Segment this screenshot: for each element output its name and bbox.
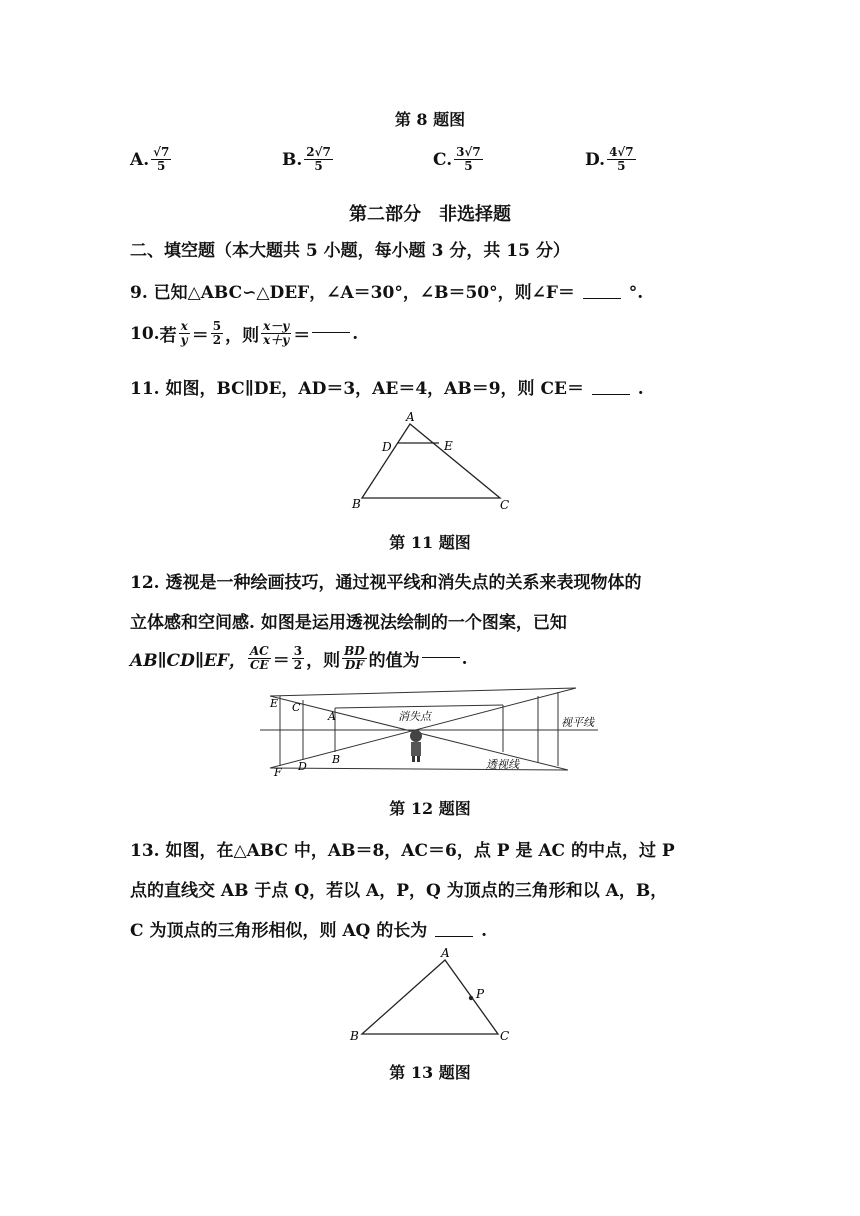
fig13-label-p: P [476, 987, 485, 1001]
question-13-line3 [130, 916, 860, 941]
fig12-diag-up [270, 688, 576, 768]
fig12-label-b: B [332, 753, 341, 766]
fig11-label-c: C [500, 498, 510, 512]
fig12-label-d: D [298, 760, 307, 773]
figure-12 [258, 686, 604, 778]
choice-d[interactable] [585, 146, 638, 173]
choice-c-fraction: $\frac{3√7}{5}$ [456, 145, 481, 173]
fig11-label-d: D [382, 440, 392, 454]
fig11-caption: 第 11 题图 [389, 533, 471, 552]
question-12-line1: 12. 透视是一种绘画技巧，通过视平线和消失点的关系来表现物体的 [130, 573, 642, 593]
q10-answer-blank[interactable] [312, 331, 350, 333]
q12-mid: ，则 [306, 651, 341, 671]
fig12-label-f: F [274, 766, 282, 778]
q9-answer-blank[interactable] [583, 297, 621, 299]
fig12-horizon-label: 视平线 [561, 716, 594, 729]
choice-c[interactable] [433, 146, 485, 173]
question-13-line2: 点的直线交 AB 于点 Q，若以 A，P，Q 为顶点的三角形和以 A，B， [130, 881, 668, 901]
fig12-person-icon [410, 730, 422, 762]
question-12-line2: 立体感和空间感. 如图是运用透视法绘制的一个图案，已知 [130, 613, 567, 633]
fig13-point-p [469, 996, 473, 1000]
choice-b-fraction: $\frac{2√7}{5}$ [306, 145, 331, 173]
fig12-label-e: E [270, 697, 279, 710]
q13-text: C 为顶点的三角形相似，则 AQ 的长为 [130, 921, 428, 941]
q12-tail: 的值为 [368, 651, 420, 671]
question-10 [130, 320, 860, 347]
q10-prefix: 若 [159, 326, 177, 346]
figure-11 [340, 408, 530, 518]
fig11-triangle-abc [362, 424, 500, 498]
q10-fraction-target: $\frac{x-y}{x+y}$ [263, 319, 290, 347]
fig12-top-left-line [270, 688, 576, 696]
choice-a-fraction: $\frac{√7}{5}$ [153, 145, 170, 173]
part2-title: 第二部分 非选择题 [349, 204, 511, 225]
q13-suffix: . [481, 921, 488, 941]
fig12-label-c: C [292, 701, 301, 714]
choice-c-letter: C. [433, 149, 453, 170]
fig12-vanishing-point-label: 消失点 [398, 710, 431, 723]
fig12-bottom-line [270, 768, 568, 770]
fig12-label-a: A [328, 710, 336, 723]
fig13-caption: 第 13 题图 [389, 1063, 471, 1082]
question-11 [130, 374, 860, 399]
q11-number: 11. [130, 379, 160, 399]
question-12-line3 [130, 645, 860, 672]
q11-suffix: . [637, 379, 644, 399]
q9-suffix: °. [628, 283, 644, 303]
fig12-top-connector [335, 705, 503, 708]
q9-number: 9. [130, 283, 148, 303]
choice-d-letter: D. [585, 149, 606, 170]
question-9 [130, 278, 860, 303]
question-13-line1: 13. 如图，在△ABC 中，AB＝8，AC＝6，点 P 是 AC 的中点，过 P [130, 841, 675, 861]
q9-text: 已知△ABC∽△DEF，∠A＝30°，∠B＝50°，则∠F＝ [153, 283, 575, 303]
q12-fraction-ac-ce: $\frac{AC}{CE}$ [249, 644, 269, 672]
fig12-perspective-label: 透视线 [486, 758, 519, 771]
q10-number: 10. [130, 323, 160, 344]
q12-parallel-statement: AB∥CD∥EF， [130, 651, 246, 671]
q11-text: 如图，BC∥DE，AD＝3，AE＝4，AB＝9，则 CE＝ [165, 379, 584, 399]
choice-a[interactable] [130, 146, 173, 173]
fig13-label-c: C [500, 1029, 510, 1043]
q12-fraction-bd-df: $\frac{BD}{DF}$ [344, 644, 365, 672]
fig11-label-a: A [406, 410, 415, 424]
q10-fraction-xy: $\frac{x}{y}$ [180, 319, 188, 347]
q10-eq1: ＝ [191, 326, 209, 346]
q10-mid: ，则 [225, 326, 260, 346]
fig11-label-e: E [444, 439, 453, 453]
q10-eq2: ＝ [293, 326, 311, 346]
q12-fraction-32: $\frac{3}{2}$ [293, 644, 303, 672]
fig11-label-b: B [352, 497, 361, 511]
choice-d-fraction: $\frac{4√7}{5}$ [609, 145, 634, 173]
choice-b-letter: B. [282, 149, 303, 170]
q11-answer-blank[interactable] [592, 393, 630, 395]
fig8-caption: 第 8 题图 [394, 110, 466, 129]
fig13-label-b: B [350, 1029, 359, 1043]
fig13-label-a: A [441, 946, 450, 960]
q12-eq1: ＝ [272, 651, 290, 671]
q12-answer-blank[interactable] [422, 656, 460, 658]
choice-b[interactable] [282, 146, 335, 173]
fig12-caption: 第 12 题图 [389, 799, 471, 818]
q12-suffix: . [461, 648, 468, 669]
q13-answer-blank[interactable] [435, 935, 473, 937]
choice-a-letter: A. [130, 149, 150, 170]
q10-fraction-52: $\frac{5}{2}$ [212, 319, 222, 347]
figure-13 [340, 946, 530, 1046]
section2-title: 二、填空题（本大题共 5 小题，每小题 3 分，共 15 分） [130, 241, 570, 261]
q10-suffix: . [352, 323, 359, 344]
